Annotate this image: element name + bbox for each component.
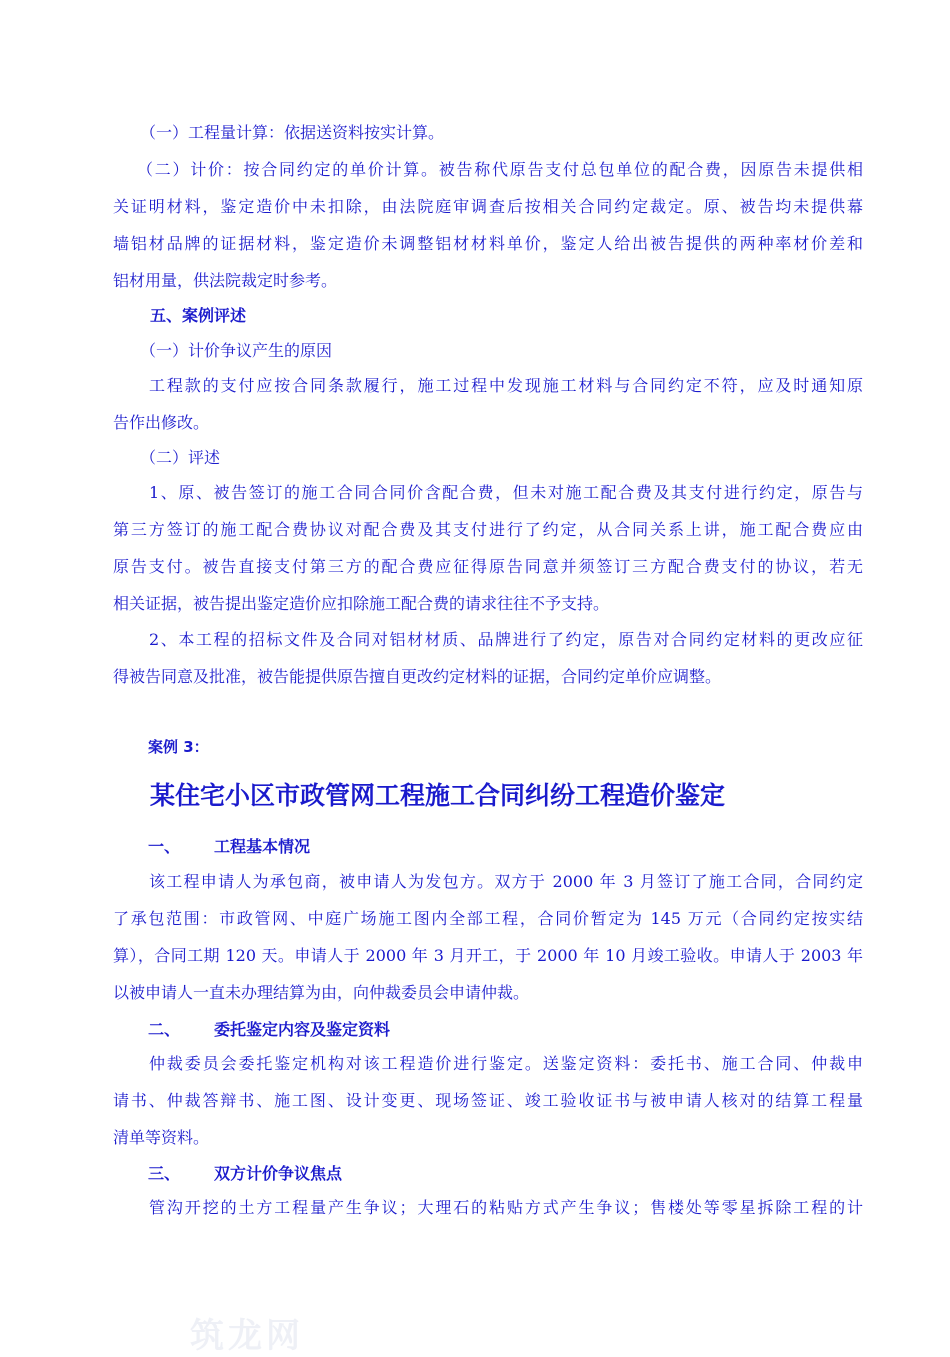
section-heading-text: 工程基本情况 <box>214 837 311 856</box>
paragraph-pricing-line: 关证明材料，鉴定造价中未扣除，由法院庭审调查后按相关合同约定裁定。原、被告均未提供幕 <box>113 197 863 216</box>
paragraph-review-1-line: 原告支付。被告直接支付第三方的配合费应征得原告同意并须签订三方配合费支付的协议，若无 <box>113 557 863 576</box>
paragraph-review-1-line: 1、原、被告签订的施工合同合同价含配合费，但未对施工配合费及其支付进行约定，原告与 <box>149 483 863 502</box>
section-heading-appraisal-scope <box>148 1020 390 1040</box>
paragraph-dispute-line: 管沟开挖的土方工程量产生争议；大理石的粘贴方式产生争议；售楼处等零星拆除工程的计 <box>149 1198 863 1217</box>
paragraph-cause-line: 告作出修改。 <box>113 413 210 432</box>
paragraph-review-2-line: 得被告同意及批准，被告能提供原告擅自更改约定材料的证据，合同约定单价应调整。 <box>113 667 722 686</box>
paragraph-appraisal-line: 请书、仲裁答辩书、施工图、设计变更、现场签证、竣工验收证书与被申请人核对的结算工程量 <box>113 1091 863 1110</box>
paragraph-review-1-line: 相关证据，被告提出鉴定造价应扣除施工配合费的请求往往不予支持。 <box>113 594 610 613</box>
paragraph-quantity-calc: （一）工程量计算：依据送资料按实计算。 <box>140 123 445 142</box>
section-heading-basic-info <box>148 837 310 857</box>
case-label: 案例 3： <box>148 738 209 756</box>
section-heading-dispute-focus <box>148 1164 342 1184</box>
section-heading-case-review: 五、案例评述 <box>150 306 247 325</box>
section-heading-text: 委托鉴定内容及鉴定资料 <box>214 1020 391 1039</box>
paragraph-appraisal-line: 仲裁委员会委托鉴定机构对该工程造价进行鉴定。送鉴定资料：委托书、施工合同、仲裁申 <box>149 1054 863 1073</box>
paragraph-basic-info-line: 以被申请人一直未办理结算为由，向仲裁委员会申请仲裁。 <box>113 983 530 1002</box>
section-number: 一、 <box>148 837 181 856</box>
paragraph-review-1-line: 第三方签订的施工配合费协议对配合费及其支付进行了约定，从合同关系上讲，施工配合费应由 <box>113 520 863 539</box>
paragraph-review-2-line: 2、本工程的招标文件及合同对铝材材质、品牌进行了约定，原告对合同约定材料的更改应征 <box>149 630 863 649</box>
case-title: 某住宅小区市政管网工程施工合同纠纷工程造价鉴定 <box>150 781 726 810</box>
section-number: 三、 <box>148 1164 181 1183</box>
section-heading-text: 双方计价争议焦点 <box>214 1164 343 1183</box>
watermark: 筑龙网 <box>190 1316 304 1356</box>
paragraph-basic-info-line: 了承包范围：市政管网、中庭广场施工图内全部工程，合同价暂定为 145 万元（合同约定按实结 <box>113 909 863 928</box>
subheading-review: （二）评述 <box>140 448 221 467</box>
paragraph-pricing-line: （二）计价：按合同约定的单价计算。被告称代原告支付总包单位的配合费，因原告未提供相 <box>137 160 863 179</box>
section-number: 二、 <box>148 1020 181 1039</box>
paragraph-pricing-line: 铝材用量，供法院裁定时参考。 <box>113 271 338 290</box>
subheading-dispute-cause: （一）计价争议产生的原因 <box>140 341 333 360</box>
paragraph-appraisal-line: 清单等资料。 <box>113 1128 210 1147</box>
paragraph-basic-info-line: 该工程申请人为承包商，被申请人为发包方。双方于 2000 年 3 月签订了施工合同，合同约定 <box>149 872 863 891</box>
paragraph-cause-line: 工程款的支付应按合同条款履行，施工过程中发现施工材料与合同约定不符，应及时通知原 <box>149 376 863 395</box>
paragraph-basic-info-line: 算），合同工期 120 天。申请人于 2000 年 3 月开工，于 2000 年 10 月竣工验收。申请人于 2003 年 <box>113 946 863 965</box>
paragraph-pricing-line: 墙铝材品牌的证据材料，鉴定造价未调整铝材材料单价，鉴定人给出被告提供的两种率材价差和 <box>113 234 863 253</box>
